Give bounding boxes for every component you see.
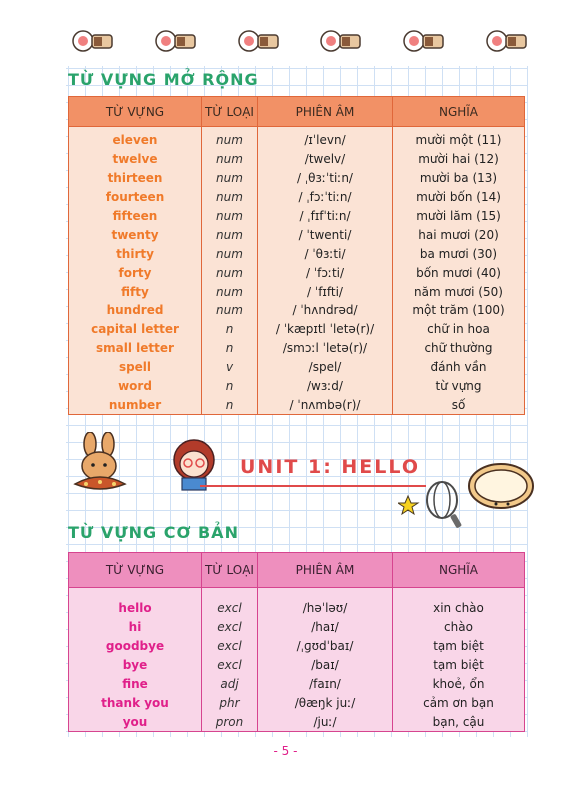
table-row [69, 225, 525, 244]
table-row [69, 377, 525, 396]
vocab-word: goodbye [69, 636, 202, 655]
meaning: xin chào [393, 588, 525, 618]
header-phonetic: PHIÊN ÂM [258, 97, 393, 127]
left-margin [0, 0, 66, 797]
right-margin [528, 0, 571, 797]
word-type: adj [202, 674, 258, 693]
word-type: num [202, 150, 258, 169]
vocab-word: fine [69, 674, 202, 693]
phonetic: /spel/ [258, 358, 393, 377]
table-row [69, 395, 525, 414]
table-row [69, 207, 525, 226]
header-meaning: NGHĨA [393, 553, 525, 588]
vocab-word: fifty [69, 282, 202, 301]
vocab-word: twenty [69, 225, 202, 244]
phonetic: / ˈθɜːti/ [258, 244, 393, 263]
table-row [69, 188, 525, 207]
table-row [69, 150, 525, 169]
table-row [69, 263, 525, 282]
header-type: TỪ LOẠI [202, 553, 258, 588]
meaning: số [393, 395, 525, 414]
sushi-icon [401, 26, 447, 56]
unit-title: UNIT 1: HELLO [240, 456, 420, 478]
word-type: num [202, 301, 258, 320]
table-row [69, 617, 525, 636]
word-type: phr [202, 693, 258, 712]
section-title-basic: TỪ VỰNG CƠ BẢN [68, 523, 239, 542]
phonetic: / ˈfɔːti/ [258, 263, 393, 282]
word-type: num [202, 169, 258, 188]
vocab-word: thirteen [69, 169, 202, 188]
vocab-word: twelve [69, 150, 202, 169]
word-type: num [202, 225, 258, 244]
word-type: excl [202, 617, 258, 636]
meaning: chữ in hoa [393, 320, 525, 339]
phonetic: /baɪ/ [258, 655, 393, 674]
table-row [69, 320, 525, 339]
phonetic: / ˈfɪfti/ [258, 282, 393, 301]
sushi-icon [70, 26, 116, 56]
vocab-word: hundred [69, 301, 202, 320]
phonetic: /ɪˈlevn/ [258, 127, 393, 150]
vocab-word: bye [69, 655, 202, 674]
meaning: bạn, cậu [393, 712, 525, 732]
word-type: num [202, 244, 258, 263]
meaning: năm mươi (50) [393, 282, 525, 301]
meaning: mười lăm (15) [393, 207, 525, 226]
table-row [69, 358, 525, 377]
phonetic: / ˌfɪfˈtiːn/ [258, 207, 393, 226]
vocab-word: hello [69, 588, 202, 618]
sushi-icon [484, 26, 530, 56]
meaning: ba mươi (30) [393, 244, 525, 263]
word-type: n [202, 377, 258, 396]
phonetic: / ˈnʌmbə(r)/ [258, 395, 393, 414]
table-row [69, 282, 525, 301]
unit-underline [200, 485, 426, 487]
meaning: mười ba (13) [393, 169, 525, 188]
bowl-illustration [466, 460, 536, 526]
page-number: - 5 - [273, 744, 298, 758]
table-row [69, 244, 525, 263]
word-type: num [202, 127, 258, 150]
header-type: TỪ LOẠI [202, 97, 258, 127]
phonetic: /twelv/ [258, 150, 393, 169]
phonetic: / ˈkæpɪtl ˈletə(r)/ [258, 320, 393, 339]
table-row [69, 655, 525, 674]
header-word: TỪ VỰNG [69, 553, 202, 588]
word-type: n [202, 320, 258, 339]
word-type: num [202, 282, 258, 301]
phonetic: /həˈləʊ/ [258, 588, 393, 618]
bunny-illustration [70, 432, 130, 502]
vocab-word: thank you [69, 693, 202, 712]
header-phonetic: PHIÊN ÂM [258, 553, 393, 588]
phonetic: /haɪ/ [258, 617, 393, 636]
meaning: tạm biệt [393, 655, 525, 674]
word-type: v [202, 358, 258, 377]
table-row [69, 636, 525, 655]
meaning: mười hai (12) [393, 150, 525, 169]
phonetic: /wɜːd/ [258, 377, 393, 396]
table-header-row [69, 553, 525, 588]
phonetic: / ˈhʌndrəd/ [258, 301, 393, 320]
phonetic: /juː/ [258, 712, 393, 732]
phonetic: /θæŋk juː/ [258, 693, 393, 712]
header-meaning: NGHĨA [393, 97, 525, 127]
vocab-table-basic [68, 552, 525, 732]
meaning: từ vựng [393, 377, 525, 396]
table-header-row [69, 97, 525, 127]
section-title-extended: TỪ VỰNG MỞ RỘNG [68, 70, 259, 89]
whisk-illustration [398, 470, 468, 534]
sushi-icon [318, 26, 364, 56]
word-type: excl [202, 588, 258, 618]
table-row [69, 169, 525, 188]
table-row [69, 301, 525, 320]
table-row [69, 588, 525, 618]
meaning: đánh vần [393, 358, 525, 377]
table-row [69, 339, 525, 358]
word-type: excl [202, 655, 258, 674]
phonetic: / ˌθɜːˈtiːn/ [258, 169, 393, 188]
meaning: tạm biệt [393, 636, 525, 655]
table-row [69, 712, 525, 732]
word-type: n [202, 339, 258, 358]
word-type: num [202, 263, 258, 282]
vocab-word: small letter [69, 339, 202, 358]
meaning: chào [393, 617, 525, 636]
meaning: chữ thường [393, 339, 525, 358]
vocab-word: thirty [69, 244, 202, 263]
meaning: một trăm (100) [393, 301, 525, 320]
vocab-word: fifteen [69, 207, 202, 226]
vocab-word: you [69, 712, 202, 732]
table-row [69, 674, 525, 693]
vocab-word: hi [69, 617, 202, 636]
vocab-word: forty [69, 263, 202, 282]
vocab-word: spell [69, 358, 202, 377]
vocab-word: number [69, 395, 202, 414]
phonetic: / ˈtwenti/ [258, 225, 393, 244]
word-type: pron [202, 712, 258, 732]
phonetic: /smɔːl ˈletə(r)/ [258, 339, 393, 358]
girl-reading-illustration [170, 438, 220, 498]
meaning: hai mươi (20) [393, 225, 525, 244]
word-type: n [202, 395, 258, 414]
vocab-table-extended [68, 96, 525, 415]
phonetic: / ˌfɔːˈtiːn/ [258, 188, 393, 207]
vocab-word: word [69, 377, 202, 396]
phonetic: /ˌɡʊdˈbaɪ/ [258, 636, 393, 655]
word-type: num [202, 207, 258, 226]
word-type: num [202, 188, 258, 207]
meaning: bốn mươi (40) [393, 263, 525, 282]
vocab-word: capital letter [69, 320, 202, 339]
phonetic: /faɪn/ [258, 674, 393, 693]
table-row [69, 693, 525, 712]
sushi-icon [236, 26, 282, 56]
vocab-word: eleven [69, 127, 202, 150]
table-row [69, 127, 525, 150]
meaning: cảm ơn bạn [393, 693, 525, 712]
word-type: excl [202, 636, 258, 655]
meaning: mười một (11) [393, 127, 525, 150]
meaning: khoẻ, ổn [393, 674, 525, 693]
meaning: mười bốn (14) [393, 188, 525, 207]
vocab-word: fourteen [69, 188, 202, 207]
header-word: TỪ VỰNG [69, 97, 202, 127]
decorative-header [70, 26, 530, 60]
sushi-icon [153, 26, 199, 56]
